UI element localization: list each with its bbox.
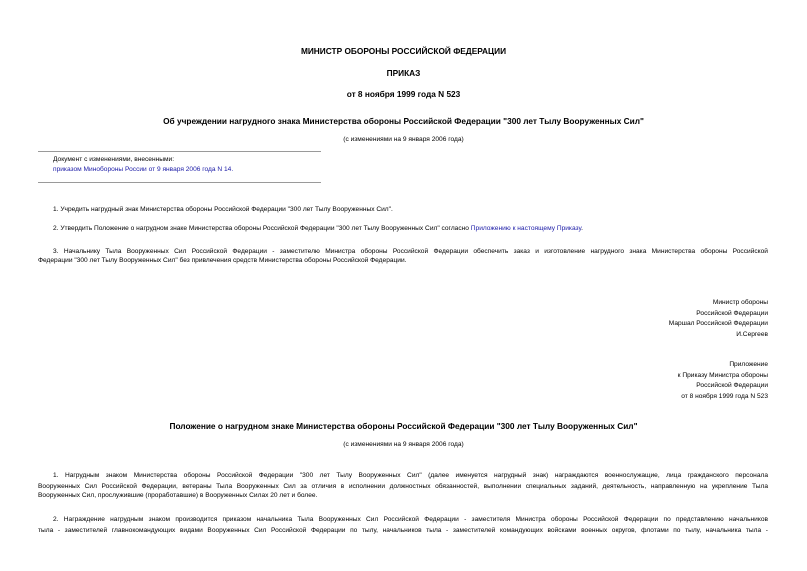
paragraph-2 (53, 225, 583, 232)
date-number-heading: от 8 ноября 1999 года N 523 (346, 89, 461, 99)
signature-line-2: Российской Федерации (696, 309, 768, 317)
appendix-line-1: Приложение (729, 361, 768, 368)
amend-link-line (53, 166, 233, 173)
regulation-amendments: (с изменениями на 9 января 2006 года) (343, 441, 464, 448)
appendix-block (678, 360, 768, 402)
regulation-p2-line-1: 2. Награждение нагрудным знаком производится приказом начальника Тыла Вооруженных Сил Российской Федерации - заместителя Министра обороны Российской Федерации по представлению начальников (53, 516, 768, 523)
amend-label: Документ с изменениями, внесенными: (53, 156, 175, 163)
amend-link[interactable]: приказом Минобороны России от 9 января 2006 года N 14 (53, 166, 232, 173)
doc-type-heading: ПРИКАЗ (386, 68, 421, 78)
regulation-title: Положение о нагрудном знаке Министерства обороны Российской Федерации "300 лет Тылу Вооруженных Сил" (169, 421, 638, 431)
paragraph-3-line-1: 3. Начальнику Тыла Вооруженных Сил Российской Федерации - заместителю Министра обороны Российской Федерации обеспечить заказ и изготовление нагрудного знака Министерства обороны Российской (53, 248, 768, 255)
ministry-heading: МИНИСТР ОБОРОНЫ РОССИЙСКОЙ ФЕДЕРАЦИИ (300, 46, 507, 56)
paragraph-2-text: 2. Утвердить Положение о нагрудном знаке Министерства обороны Российской Федерации "300 лет Тылу Вооруженных Сил" согласно (53, 225, 471, 232)
document-title: Об учреждении нагрудного знака Министерства обороны Российской Федерации "300 лет Тылу Вооруженных Сил" (163, 116, 644, 126)
regulation-p2-line-2: тыла - заместителей главнокомандующих видами Вооруженных Сил Российской Федерации по тылу, начальников тыла - заместителей командующих войсками военных округов, флотами по тылу, начальника тыла - (38, 527, 768, 534)
appendix-link[interactable]: Приложению к настоящему Приказу (470, 225, 582, 232)
paragraph-2-suffix: . (581, 225, 583, 232)
signature-line-1: Министр обороны (712, 299, 768, 306)
signature-line-4: И.Сергеев (736, 330, 768, 338)
appendix-line-2: к Приказу Министра обороны (677, 371, 768, 379)
appendix-line-3: Российской Федерации (696, 382, 768, 389)
regulation-p1-line-1: 1. Нагрудным знаком Министерства обороны Российской Федерации "300 лет Тылу Вооруженных Сил" (далее именуется нагрудный знак) награждаются военнослужащие, лица гражданского персонала (53, 472, 768, 479)
paragraph-1: 1. Учредить нагрудный знак Министерства обороны Российской Федерации "300 лет Тылу Вооруженных Сил". (53, 206, 393, 213)
divider-top (38, 151, 321, 152)
paragraph-3-line-2: Федерации "300 лет Тылу Вооруженных Сил" без привлечения средств Министерства обороны Российской Федерации. (38, 257, 407, 264)
appendix-line-4: от 8 ноября 1999 года N 523 (681, 392, 768, 400)
amend-link-suffix: . (231, 166, 234, 173)
signature-block (669, 298, 768, 340)
signature-line-3: Маршал Российской Федерации (668, 320, 768, 327)
amendments-note: (с изменениями на 9 января 2006 года) (343, 136, 464, 143)
regulation-p1-line-3: Вооруженных Сил, прослужившие (проработавшие) в Вооруженных Силах 20 лет и более. (38, 492, 318, 499)
regulation-p1-line-2: Вооруженных Сил Российской Федерации, ветераны Тыла Вооруженных Сил за отличия в исполнении должностных обязанностей, выполнении специальных заданий, деятельность, направленную на укрепление Тыла (38, 483, 768, 490)
divider-bottom (38, 182, 321, 183)
